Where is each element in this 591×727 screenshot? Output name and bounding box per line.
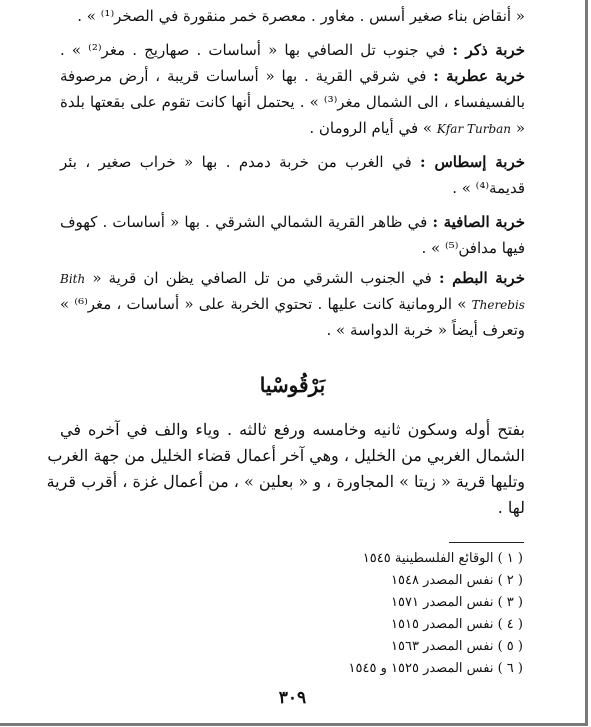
text-line: « Kfar Turban » في أيام الرومان . [309,119,525,137]
text-line: Therebis » الرومانية كانت عليها . تحتوي الخربة على « أساسات ، مغر⁽⁶⁾ » [60,295,525,313]
footnote: ( ٣ ) نفس المصدر ١٥٧١ [391,595,523,610]
site-title: خربة ذكر : [452,41,525,59]
footnote: ( ٢ ) نفس المصدر ١٥٤٨ [391,573,523,588]
footnote: ( ١ ) الوقائع الفلسطينية ١٥٤٥ [362,551,523,566]
paragraph-line: وتليها قرية « زيتا » المجاورة ، و « بعلين » ، من أعمال غزة ، أقرب قرية [46,472,525,491]
footnote-divider [449,542,524,543]
paragraph-line: لها . [497,498,525,517]
site-title: خربة عطربة : [433,67,525,85]
page-number: ٣٠٩ [278,688,307,708]
footnote: ( ٥ ) نفس المصدر ١٥٦٣ [391,639,523,654]
site-entry-atrabeh: خربة عطربة : في شرقي القرية . بها « أساسات قريبة ، أرض مرصوفة [60,67,525,85]
latin-name: Bith [60,272,86,286]
site-entry-safiyeh: خربة الصافية : في ظاهر القرية الشمالي الشرقي . بها « أساسات . كهوف [60,213,525,231]
site-title: خربة البطم : [438,269,525,287]
text-line: « أنقاض بناء صغير أسس . مغاور . معصرة خمر منقورة في الصخر⁽¹⁾ » . [77,7,525,25]
paragraph-line: الشمال الغربي من الخليل ، وهي آخر أعمال قضاء الخليل من جهة الغرب [47,446,525,465]
text-line: بالفسيفساء ، الى الشمال مغر⁽³⁾ » . يحتمل أنها كانت تقوم على بقعتها بلدة [60,93,525,111]
text-line: فيها مدافن⁽⁵⁾ » . [421,239,525,257]
text-line: قديمة⁽⁴⁾ » . [452,179,525,197]
site-title: خربة الصافية : [432,213,525,231]
footnote: ( ٦ ) نفس المصدر ١٥٢٥ و ١٥٤٥ [348,661,523,676]
site-entry-istas: خربة إسطاس : في الغرب من خربة دمدم . بها « خراب صغير ، بئر [60,153,525,171]
site-entry-batm: خربة البطم : في الجنوب الشرقي من تل الصافي يظن ان قرية « Bith [60,269,525,287]
site-title: خربة إسطاس : [420,153,525,171]
paragraph-line: بفتح أوله وسكون ثانيه وخامسه ورفع ثالثه . وياء والف في آخره في [60,420,525,439]
site-entry-dhikr: خربة ذكر : في جنوب تل الصافي بها « أساسات . صهاريج . مغر⁽²⁾ » . [60,41,525,59]
section-title: بَرْقُوسْيا [259,373,326,397]
latin-name: Kfar Turban [436,122,512,136]
text-line: وتعرف أيضاً « خربة الدواسة » . [326,321,525,339]
footnote: ( ٤ ) نفس المصدر ١٥١٥ [391,617,523,632]
latin-name: Therebis [471,298,525,312]
